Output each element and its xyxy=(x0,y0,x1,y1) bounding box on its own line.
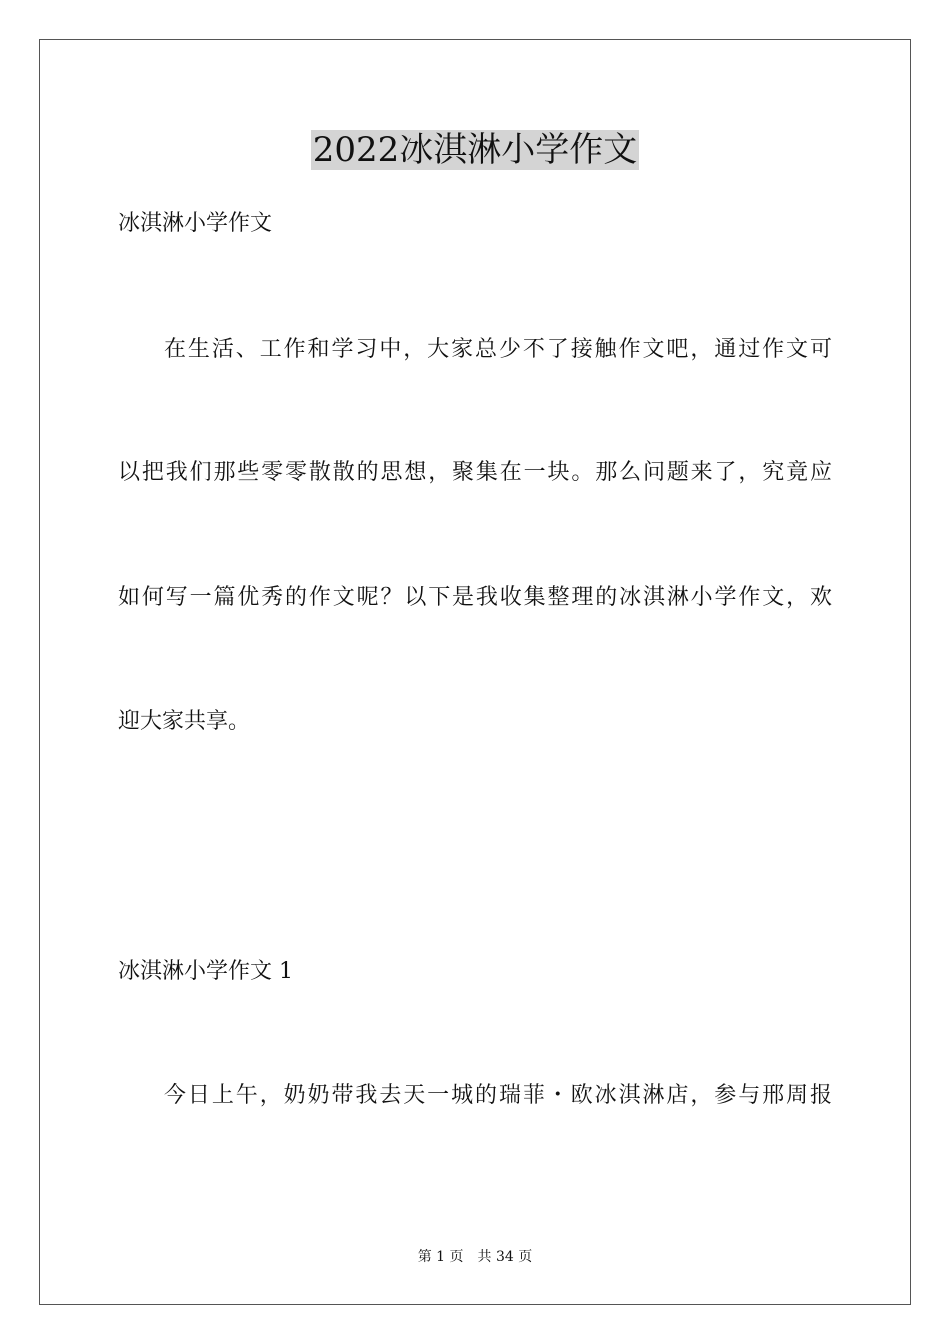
page-number: 第 1 页 xyxy=(417,1249,464,1265)
document-title xyxy=(0,125,950,175)
paragraph-line: 以把我们那些零零散散的思想，聚集在一块。那么问题来了，究竟应 xyxy=(118,460,832,485)
page-footer xyxy=(0,1247,950,1267)
document-subtitle: 冰淇淋小学作文 xyxy=(118,211,273,236)
section-heading: 冰淇淋小学作文 1 xyxy=(118,959,293,984)
page-total: 共 34 页 xyxy=(477,1249,533,1265)
paragraph-line: 今日上午，奶奶带我去天一城的瑞菲・欧冰淇淋店，参与邢周报 xyxy=(164,1083,832,1108)
document-title-text: 2022冰淇淋小学作文 xyxy=(312,130,638,170)
paragraph-line: 迎大家共享。 xyxy=(118,709,251,734)
paragraph-line: 在生活、工作和学习中，大家总少不了接触作文吧，通过作文可 xyxy=(164,337,832,362)
paragraph-line: 如何写一篇优秀的作文呢？以下是我收集整理的冰淇淋小学作文，欢 xyxy=(118,585,832,610)
